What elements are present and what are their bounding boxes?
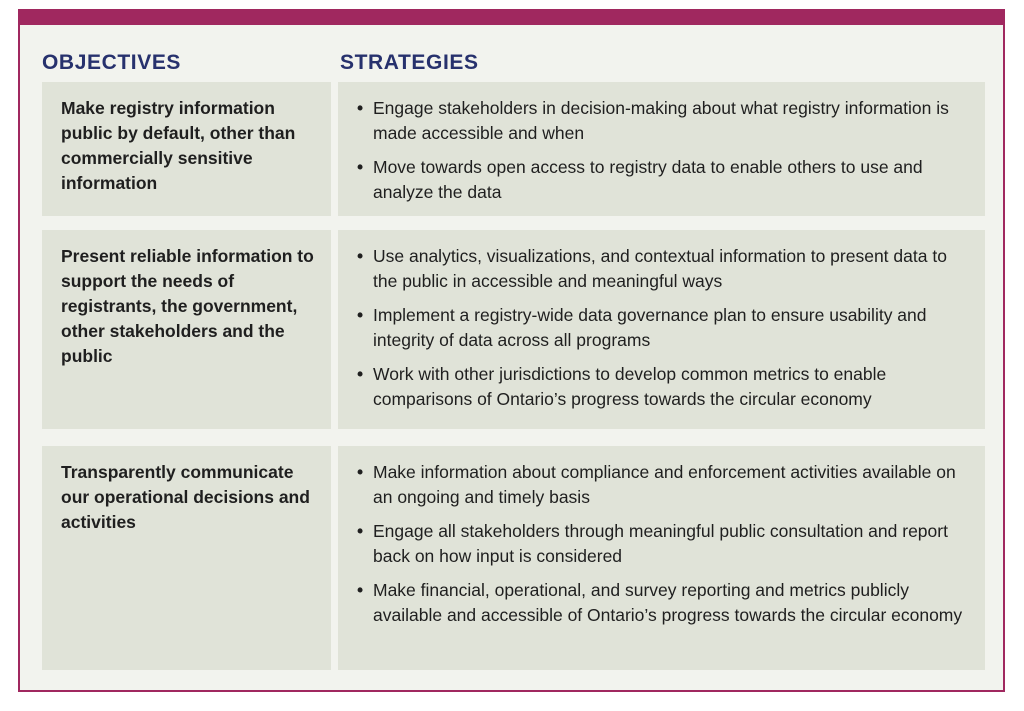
strategy-text: Work with other jurisdictions to develop common metrics to enable comparisons of Ontario’s progress towards the circular economy (373, 364, 887, 409)
objectives-strategies-panel (18, 9, 1005, 692)
bullet-icon: • (357, 462, 364, 482)
objective-cell-1 (42, 82, 331, 216)
objective-text: Transparently communicate our operational decisions and activities (61, 462, 310, 532)
strategy-text: Make information about compliance and enforcement activities available on an ongoing and timely basis (373, 462, 956, 507)
strategy-item (356, 362, 976, 412)
strategies-cell-3 (338, 446, 985, 670)
strategy-item (356, 303, 976, 353)
bullet-icon: • (357, 246, 364, 266)
strategy-item (356, 244, 976, 294)
strategy-list (356, 244, 976, 421)
strategy-text: Engage all stakeholders through meaningful public consultation and report back on how input is considered (373, 521, 948, 566)
bullet-icon: • (357, 364, 364, 384)
objective-cell-3 (42, 446, 331, 670)
strategies-cell-2 (338, 230, 985, 429)
bullet-icon: • (357, 157, 364, 177)
accent-top-bar (20, 11, 1003, 25)
objectives-heading: OBJECTIVES (42, 51, 182, 74)
strategies-heading: STRATEGIES (340, 51, 479, 74)
strategy-item (356, 96, 976, 146)
objective-text: Present reliable information to support the needs of registrants, the government, other stakeholders and the public (61, 246, 314, 366)
objective-text: Make registry information public by default, other than commercially sensitive information (61, 98, 296, 193)
strategy-item (356, 155, 976, 205)
objective-cell-2 (42, 230, 331, 429)
bullet-icon: • (357, 580, 364, 600)
bullet-icon: • (357, 305, 364, 325)
strategy-text: Use analytics, visualizations, and contextual information to present data to the public in accessible and meaningful ways (373, 246, 947, 291)
strategy-item (356, 519, 976, 569)
strategy-item (356, 460, 976, 510)
strategy-text: Move towards open access to registry data to enable others to use and analyze the data (373, 157, 923, 202)
strategy-text: Make financial, operational, and survey reporting and metrics publicly available and accessible of Ontario’s progress towards the circular economy (373, 580, 963, 625)
strategies-cell-1 (338, 82, 985, 216)
bullet-icon: • (357, 98, 364, 118)
strategy-text: Engage stakeholders in decision-making about what registry information is made accessible and when (373, 98, 949, 143)
strategy-item (356, 578, 976, 628)
bullet-icon: • (357, 521, 364, 541)
strategy-text: Implement a registry-wide data governance plan to ensure usability and integrity of data across all programs (373, 305, 927, 350)
strategy-list (356, 460, 976, 637)
strategy-list (356, 96, 976, 214)
